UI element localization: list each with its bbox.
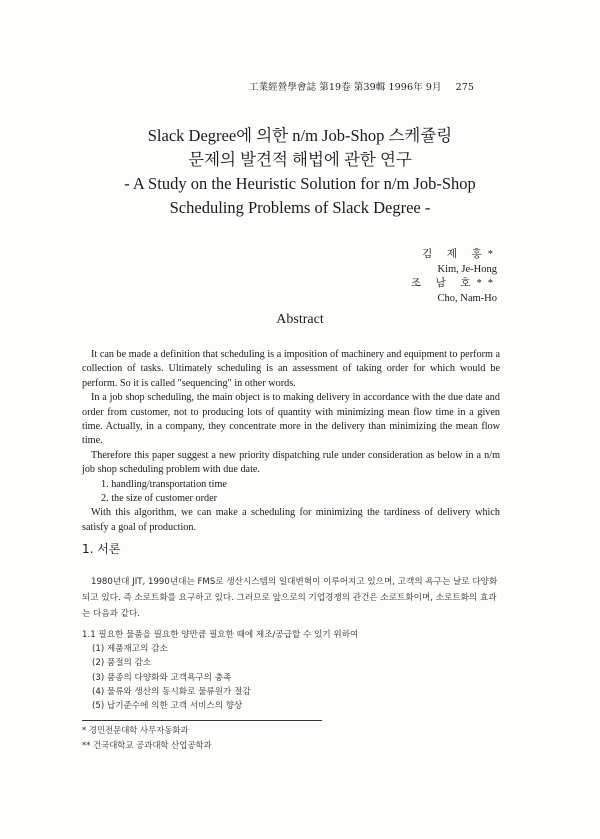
journal-header xyxy=(249,79,474,93)
list-item: (4) 물류와 생산의 동시화로 물류원가 절감 xyxy=(92,686,251,697)
list-item: (3) 품종의 다양화와 고객욕구의 충족 xyxy=(92,672,232,683)
abstract-paragraph: In a job shop scheduling, the main object is to making delivery in accordance with the due date and order from customer, not to producing lots of quantity with minimizing mean flow time in a given time. Actually, in a company, they concentrate more in the delivery than minimizing the mean flow time. xyxy=(82,392,500,447)
title-line: 문제의 발견적 해법에 관한 연구 xyxy=(188,150,412,169)
abstract-heading: Abstract xyxy=(276,312,324,327)
author-1-english: Kim, Je-Hong xyxy=(437,263,497,275)
section-heading: 1. 서론 xyxy=(82,542,121,556)
abstract-paragraph: Therefore this paper suggest a new priority dispatching rule under consideration as below in a n/m job shop scheduling problem with due date. xyxy=(82,449,500,476)
subsection-title: 1.1 필요한 물품을 필요한 양만큼 필요한 때에 제조/공급할 수 있기 위하여 xyxy=(82,630,359,640)
section-body xyxy=(82,574,502,622)
title-line: - A Study on the Heuristic Solution for n/m Job-Shop xyxy=(124,174,476,193)
abstract-list-item: 1. handling/transportation time xyxy=(101,478,227,490)
list-item: (1) 제품재고의 감소 xyxy=(92,644,168,655)
footnote: * 경민전문대학 사무자동화과 xyxy=(82,725,189,735)
subsection xyxy=(82,628,502,713)
footnotes xyxy=(82,723,212,753)
title-line: Slack Degree에 의한 n/m Job-Shop 스케쥴링 xyxy=(147,126,453,145)
list-item: (2) 품절의 감소 xyxy=(92,658,152,669)
footnote: ** 건국대학교 공과대학 산업공학과 xyxy=(82,740,212,750)
author-2-english: Cho, Nam-Ho xyxy=(437,292,497,304)
abstract-body xyxy=(82,348,500,535)
author-2-korean: 조 남 호** xyxy=(410,278,499,289)
section-paragraph: 1980년대 JIT, 1990년대는 FMS로 생산시스템의 일대변혁이 이루어지고 있으며, 고객의 욕구는 날로 다양화되고 있다. 즉 소로트화를 요구하고 있다. 그러므로 앞으로의 기업경쟁의 관건은 소로트화이며, 소로트화의 효과는 다음과 같다. xyxy=(82,577,498,619)
page-number: 275 xyxy=(455,82,474,93)
title-line: Scheduling Problems of Slack Degree - xyxy=(169,198,431,217)
paper-title xyxy=(0,124,600,220)
abstract-paragraph: With this algorithm, we can make a scheduling for minimizing the tardiness of delivery which satisfy a goal of production. xyxy=(82,507,500,533)
journal-info: 工業經營學會誌 第19卷 第39輯 1996年 9月 xyxy=(248,82,442,93)
abstract-list-item: 2. the size of customer order xyxy=(101,493,217,505)
author-block xyxy=(411,248,497,306)
list-item: (5) 납기준수에 의한 고객 서비스의 향상 xyxy=(92,701,243,712)
author-1-korean: 김 제 홍* xyxy=(422,249,499,260)
footnote-divider xyxy=(82,720,322,721)
abstract-paragraph: It can be made a definition that scheduling is a imposition of machinery and equipment to perform a collection of tasks. Ultimately scheduling is an assessment of taking order for which would be perform. So it is called "sequencing" in other words. xyxy=(82,349,500,389)
